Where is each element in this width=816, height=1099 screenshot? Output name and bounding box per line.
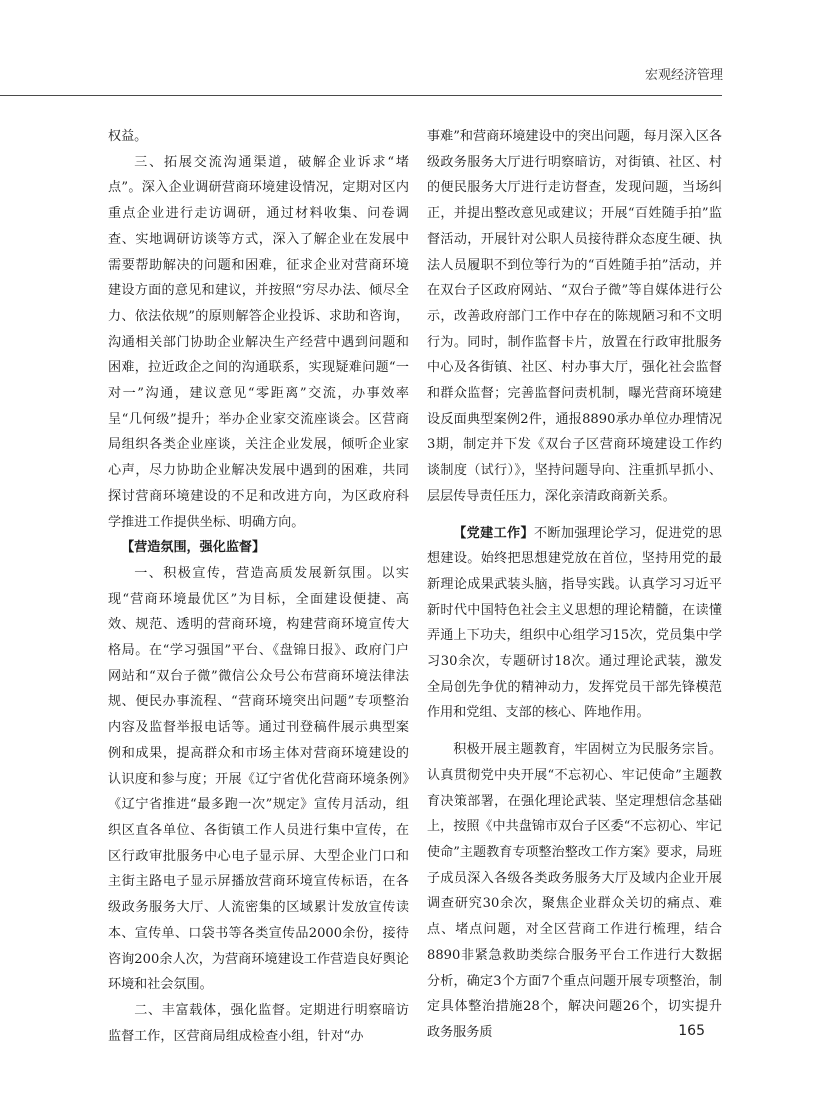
left-column [108, 124, 409, 1049]
page-number: 165 [678, 1023, 705, 1039]
section-keyword: 【党建工作】 [453, 525, 534, 541]
running-header-title: 宏观经济管理 [644, 68, 723, 83]
right-paragraph-1: 事难”和营商环境建设中的突出问题，每月深入区各级政务服务大厅进行明察暗访，对街镇、社区、村的便民服务大厅进行走访督查，发现问题，当场纠正，并提出整改意见或建议；开展“百姓随手拍”监督活动，开展针对公职人员接待群众态度生硬、执法人员履职不到位等行为的“百姓随手拍”活动，并在双台子区政府网站、“双台子微”等自媒体进行公示，改善政府部门工作中存在的陈规陋习和不文明行为。同时，制作监督卡片，放置在行政审批服务中心及各街镇、社区、村办事大厅，强化社会监督和群众监督；完善监督问责机制，曝光营商环境建设反面典型案例2件，通报8890承办单位办理情况3期，制定并下发《双台子区营商环境建设工作约谈制度（试行）》，坚持问题导向、注重抓早抓小、层层传导责任压力，深化亲清政商新关系。 [427, 129, 722, 504]
right-column [427, 124, 722, 1046]
left-paragraph-4: 二、丰富载体，强化监督。定期进行明察暗访监督工作，区营商局组成检查小组，针对“办 [108, 1002, 409, 1044]
party-work-section [427, 521, 722, 727]
left-paragraph-3: 一、积极宣传，营造高质发展新氛围。以实现“营商环境最优区”为目标，全面建设便捷、高效、规范、透明的营商环境，构建营商环境宣传大格局。在“学习强国”平台、《盘锦日报》、政府门户网站和“双台子微”微信公众号公布营商环境法律法规、便民办事流程、“营商环境突出问题”专项整治内容及监督举报电话等。通过刊登稿件展示典型案例和成果，提高群众和市场主体对营商环境建设的认识度和参与度；开展《辽宁省优化营商环境条例》《辽宁省推进“最多跑一次”规定》宣传月活动，组织区直各单位、各街镇工作人员进行集中宣传，在区行政审批服务中心电子显示屏、大型企业门口和主街主路电子显示屏播放营商环境宣传标语，在各级政务服务大厅、人流密集的区域累计发放宣传读本、宣传单、口袋书等各类宣传品2000余份，接待咨询200余人次，为营商环境建设工作营造良好舆论环境和社会氛围。 [108, 565, 409, 993]
header-rule [0, 95, 722, 96]
paragraph-spacer [427, 510, 722, 521]
right-paragraph-3: 积极开展主题教育，牢固树立为民服务宗旨。认真贯彻党中央开展“不忘初心、牢记使命”主题教育决策部署，在强化理论武装、坚定理想信念基础上，按照《中共盘锦市双台子区委“不忘初心、牢记使命”主题教育专项整治整改工作方案》要求，局班子成员深入各级各类政务服务大厅及域内企业开展调查研究30余次，聚焦企业群众关切的痛点、难点、堵点问题，对全区营商工作进行梳理，结合8890非紧急救助类综合服务平台工作进行大数据分析，确定3个方面7个重点问题开展专项整治，制定具体整治措施28个，解决问题26个，切实提升政务服务质 [427, 742, 722, 1040]
left-paragraph-1: 权益。 [108, 129, 148, 144]
section-heading: 【营造氛围，强化监督】 [121, 540, 266, 556]
section-body: 不断加强理论学习，促进党的思想建设。始终把思想建党放在首位，坚持用党的最新理论成果武装头脑，指导实践。认真学习习近平新时代中国特色社会主义思想的理论精髓，在读懂弄通上下功夫，组织中心组学习15次，党员集中学习30余次，专题研讨18次。通过理论武装，激发全局创先争优的精神动力，发挥党员干部先锋模范作用和党组、支部的核心、阵地作用。 [427, 525, 723, 721]
paragraph-spacer [427, 726, 722, 737]
left-paragraph-2: 三、拓展交流沟通渠道，破解企业诉求“堵点”。深入企业调研营商环境建设情况，定期对区内重点企业进行走访调研，通过材料收集、问卷调查、实地调研访谈等方式，深入了解企业在发展中需要帮助解决的问题和困难，征求企业对营商环境建设方面的意见和建议，并按照“穷尽办法、倾尽全力、依法依规”的原则解答企业投诉、求助和咨询，沟通相关部门协助企业解决生产经营中遇到问题和困难，拉近政企之间的沟通联系，实现疑难问题“一对一”沟通，建议意见“零距离”交流，办事效率呈“几何级”提升；举办企业家交流座谈会。区营商局组织各类企业座谈，关注企业发展，倾听企业家心声，尽力协助企业解决发展中遇到的困难，共同探讨营商环境建设的不足和改进方向，为区政府科学推进工作提供坐标、明确方向。 [108, 154, 409, 530]
